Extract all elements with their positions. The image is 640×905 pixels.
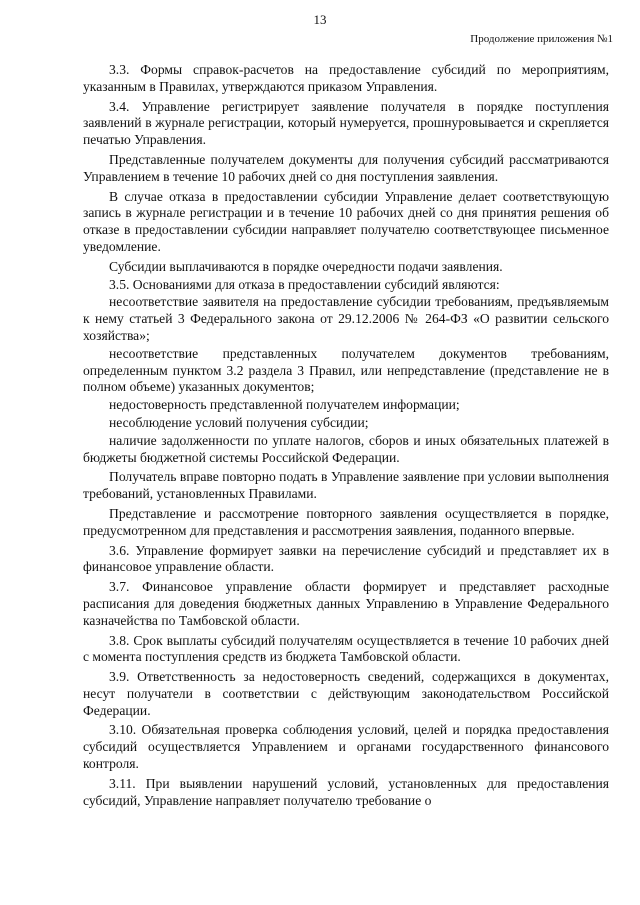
paragraph-3-11: 3.11. При выявлении нарушений условий, установленных для предоставления субсидий, Управление направляет получателю требование о — [83, 775, 609, 808]
continuation-label: Продолжение приложения №1 — [470, 33, 613, 45]
paragraph-resubmission-review: Представление и рассмотрение повторного заявления осуществляется в порядке, предусмотренном для представления и рассмотрения заявления, поданного впервые. — [83, 505, 609, 538]
paragraph-3-3: 3.3. Формы справок-расчетов на предоставление субсидий по мероприятиям, указанным в Правилах, утверждаются приказом Управления. — [83, 62, 609, 94]
refusal-reason-item: наличие задолженности по уплате налогов, сборов и иных обязательных платежей в бюджеты бюджетной системы Российской Федерации. — [83, 432, 609, 465]
page-number: 13 — [313, 12, 327, 27]
refusal-reason-item: несоответствие представленных получателем документов требованиям, определенным пунктом 3.2 раздела 3 Правил, или непредставление (представление не в полном объеме) указанных документов; — [83, 345, 609, 395]
paragraph-3-9: 3.9. Ответственность за недостоверность сведений, содержащихся в документах, несут получатели в соответствии с действующим законодательством Российской Федерации. — [83, 669, 609, 718]
refusal-reason-item: несоответствие заявителя на предоставление субсидии требованиям, предъявляемым к нему статьей 3 Федерального закона от 29.12.2006 № 264-ФЗ «О развитии сельского хозяйства»; — [83, 294, 609, 343]
document-body — [83, 62, 609, 812]
refusal-reason-item: недостоверность представленной получателем информации; — [109, 397, 460, 413]
paragraph-3-5: 3.5. Основаниями для отказа в предоставлении субсидий являются: — [109, 276, 500, 292]
paragraph-3-4: 3.4. Управление регистрирует заявление получателя в порядке поступления заявлений в журнале регистрации, который нумеруется, прошнуровывается и скрепляется печатью Управления. — [83, 98, 609, 148]
paragraph-resubmission: Получатель вправе повторно подать в Управление заявление при условии выполнения требований, установленных Правилами. — [83, 469, 609, 502]
refusal-reason-item: несоблюдение условий получения субсидии; — [109, 414, 369, 430]
paragraph-payment-order: Субсидии выплачиваются в порядке очередности подачи заявления. — [109, 258, 503, 274]
paragraph-refusal-notice: В случае отказа в предоставлении субсидии Управление делает соответствующую запись в журнале регистрации и в течение 10 рабочих дней со дня принятия решения об отказе в предоставлении субсидии направляет получателю соответствующее письменное уведомление. — [83, 188, 609, 254]
paragraph-review-period: Представленные получателем документы для получения субсидий рассматриваются Управлением в течение 10 рабочих дней со дня поступления заявления. — [83, 151, 609, 184]
paragraph-3-10: 3.10. Обязательная проверка соблюдения условий, целей и порядка предоставления субсидий осуществляется Управлением и органами государственного финансового контроля. — [83, 722, 609, 772]
paragraph-3-8: 3.8. Срок выплаты субсидий получателям осуществляется в течение 10 рабочих дней с момента поступления средств из бюджета Тамбовской области. — [83, 632, 609, 665]
paragraph-3-6: 3.6. Управление формирует заявки на перечисление субсидий и представляет их в финансовое управление области. — [83, 542, 609, 575]
paragraph-3-7: 3.7. Финансовое управление области формирует и представляет расходные расписания для доведения бюджетных данных Управлению в Управление Федерального казначейства по Тамбовской области. — [83, 579, 609, 628]
